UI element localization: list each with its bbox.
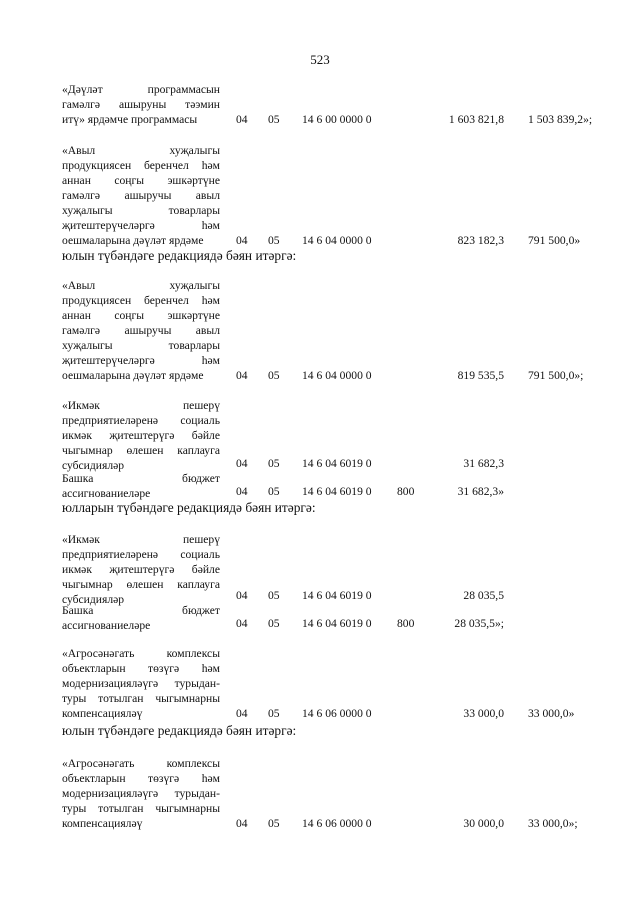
name-line: модернизацияләүгә турыдан-	[62, 787, 220, 800]
amount-year1: 819 535,5	[457, 369, 504, 382]
entry-name	[62, 532, 220, 607]
subsection-code: 05	[268, 817, 280, 830]
name-line: хуҗалыгы товарлары	[62, 339, 220, 352]
target-article-code: 14 6 04 0000 0	[302, 369, 372, 382]
instruction-text: юлын түбәндәге редакциядә бәян итәргә:	[62, 248, 297, 263]
name-line: аннан соңгы эшкәртүне	[62, 309, 220, 322]
section-code: 04	[236, 234, 248, 247]
name-line: компенсацияләү	[62, 817, 143, 830]
target-article-code: 14 6 06 0000 0	[302, 817, 372, 830]
name-line: туры тотылган чыгымнарны	[62, 802, 220, 815]
target-article-code: 14 6 04 6019 0	[302, 485, 372, 498]
subsection-code: 05	[268, 589, 280, 602]
target-article-code: 14 6 04 6019 0	[302, 589, 372, 602]
entry-name	[62, 82, 220, 127]
subsection-code: 05	[268, 113, 280, 126]
target-article-code: 14 6 06 0000 0	[302, 707, 372, 720]
name-line: җитештерүчеләргә һәм	[62, 219, 220, 232]
target-article-code: 14 6 00 0000 0	[302, 113, 372, 126]
entry-name	[62, 756, 220, 831]
name-line: ассигнованиеләре	[62, 619, 151, 632]
name-line: предприятиеләренә социаль	[62, 548, 220, 561]
amount-year1: 28 035,5	[463, 589, 504, 602]
name-line: «Икмәк пешерү	[62, 533, 220, 546]
amount-year1: 31 682,3	[463, 457, 504, 470]
target-article-code: 14 6 04 6019 0	[302, 457, 372, 470]
entry-name	[62, 398, 220, 473]
name-line: икмәк җитештерүгә бәйле	[62, 563, 220, 576]
name-line: Башка бюджет	[62, 472, 220, 485]
name-line: чыгымнар өлешен каплауга	[62, 578, 220, 591]
name-line: икмәк җитештерүгә бәйле	[62, 429, 220, 442]
amount-year2: 33 000,0»;	[528, 817, 578, 830]
section-code: 04	[236, 485, 248, 498]
section-code: 04	[236, 707, 248, 720]
instruction-text: юлын түбәндәге редакциядә бәян итәргә:	[62, 723, 297, 738]
name-line: Башка бюджет	[62, 604, 220, 617]
entry-name	[62, 646, 220, 721]
name-line: предприятиеләренә социаль	[62, 414, 220, 427]
entry-name	[62, 143, 220, 248]
name-line: оешмаларына дәүләт ярдәме	[62, 234, 204, 247]
name-line: субсидияләр	[62, 593, 125, 606]
subsection-code: 05	[268, 457, 280, 470]
expense-type-code: 800	[397, 485, 415, 498]
instruction-text: юлларын түбәндәге редакциядә бәян итәргә:	[62, 500, 316, 515]
subsection-code: 05	[268, 617, 280, 630]
name-line: компенсацияләү	[62, 707, 143, 720]
amount-year1: 33 000,0	[463, 707, 504, 720]
amount-year1: 1 603 821,8	[448, 113, 504, 126]
entry-subname	[62, 471, 220, 501]
name-line: «Икмәк пешерү	[62, 399, 220, 412]
name-line: гамәлгә ашыручы авыл	[62, 324, 220, 337]
section-code: 04	[236, 589, 248, 602]
target-article-code: 14 6 04 6019 0	[302, 617, 372, 630]
name-line: туры тотылган чыгымнарны	[62, 692, 220, 705]
name-line: гамәлгә ашыручы авыл	[62, 189, 220, 202]
subsection-code: 05	[268, 234, 280, 247]
name-line: «Авыл хуҗалыгы	[62, 144, 220, 157]
subsection-code: 05	[268, 707, 280, 720]
expense-type-code: 800	[397, 617, 415, 630]
name-line: «Агросәнәгать комплексы	[62, 647, 220, 660]
amount-year1: 31 682,3»	[457, 485, 504, 498]
amount-year1: 823 182,3	[457, 234, 504, 247]
amount-year2: 791 500,0»	[528, 234, 581, 247]
name-line: объектларын төзүгә һәм	[62, 772, 220, 785]
name-line: продукциясен беренчел һәм	[62, 294, 220, 307]
amount-year1: 28 035,5»;	[454, 617, 504, 630]
amount-year1: 30 000,0	[463, 817, 504, 830]
section-code: 04	[236, 817, 248, 830]
subsection-code: 05	[268, 369, 280, 382]
name-line: аннан соңгы эшкәртүне	[62, 174, 220, 187]
page-number: 523	[310, 52, 330, 67]
section-code: 04	[236, 457, 248, 470]
name-line: «Авыл хуҗалыгы	[62, 279, 220, 292]
name-line: продукциясен беренчел һәм	[62, 159, 220, 172]
amount-year2: 33 000,0»	[528, 707, 575, 720]
subsection-code: 05	[268, 485, 280, 498]
name-line: оешмаларына дәүләт ярдәме	[62, 369, 204, 382]
amount-year2: 791 500,0»;	[528, 369, 584, 382]
name-line: ассигнованиеләре	[62, 487, 151, 500]
entry-subname	[62, 603, 220, 633]
section-code: 04	[236, 369, 248, 382]
entry-name	[62, 278, 220, 383]
name-line: итү» ярдәмче программасы	[62, 113, 198, 126]
name-line: чыгымнар өлешен каплауга	[62, 444, 220, 457]
name-line: «Агросәнәгать комплексы	[62, 757, 220, 770]
section-code: 04	[236, 113, 248, 126]
target-article-code: 14 6 04 0000 0	[302, 234, 372, 247]
amount-year2: 1 503 839,2»;	[528, 113, 593, 126]
name-line: модернизацияләүгә турыдан-	[62, 677, 220, 690]
name-line: субсидияләр	[62, 459, 125, 472]
section-code: 04	[236, 617, 248, 630]
name-line: җитештерүчеләргә һәм	[62, 354, 220, 367]
name-line: объектларын төзүгә һәм	[62, 662, 220, 675]
name-line: гамәлгә ашыруны тәэмин	[62, 98, 220, 111]
name-line: хуҗалыгы товарлары	[62, 204, 220, 217]
name-line: «Дәүләт программасын	[62, 83, 220, 96]
